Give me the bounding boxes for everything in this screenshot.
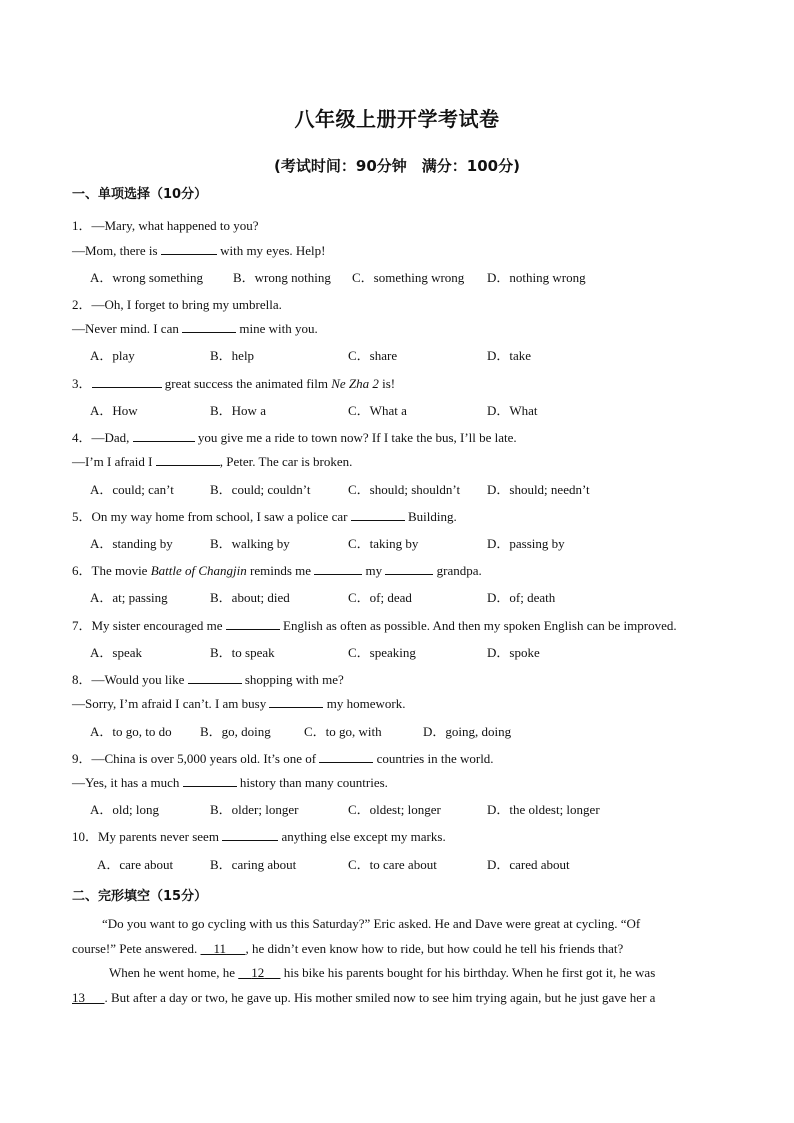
stem-text: countries in the world. [373, 751, 494, 766]
option-a[interactable]: A．to go, to do [90, 724, 172, 739]
question-stem-line [72, 427, 517, 446]
stem-text: —Never mind. I can [72, 321, 183, 336]
answer-options [90, 721, 730, 739]
answer-blank[interactable] [351, 508, 405, 521]
section-heading-cloze: 二、完形填空（15分） [72, 889, 208, 904]
stem-text: reminds me [246, 563, 315, 578]
option-c[interactable]: C．share [348, 348, 398, 363]
answer-blank[interactable] [182, 320, 236, 333]
answer-options [90, 854, 730, 872]
answer-blank[interactable] [222, 828, 278, 841]
option-d[interactable]: D．the oldest; longer [487, 802, 600, 817]
answer-blank[interactable] [183, 774, 237, 787]
option-c[interactable]: C．to go, with [304, 724, 382, 739]
option-d[interactable]: D．nothing wrong [487, 270, 586, 285]
question-stem-line [72, 320, 318, 337]
question-stem-line [72, 669, 344, 688]
stem-text: my homework. [323, 696, 406, 711]
option-b[interactable]: B．help [210, 348, 255, 363]
stem-text: grandpa. [433, 563, 482, 578]
option-d[interactable]: D．What [487, 403, 538, 418]
question-stem-line [72, 774, 388, 791]
question-stem-line [72, 215, 259, 234]
option-a[interactable]: A．wrong something [90, 270, 204, 285]
answer-options [90, 400, 730, 418]
option-c[interactable]: C．taking by [348, 536, 419, 551]
stem-text: 6．The movie [72, 563, 151, 578]
answer-blank[interactable] [188, 671, 242, 684]
answer-blank[interactable] [385, 562, 433, 575]
cloze-blank-12[interactable]: 12 [251, 965, 265, 980]
exam-info: (考试时间：90分钟 满分：100分) [274, 157, 520, 175]
option-a[interactable]: A．care about [97, 857, 174, 872]
option-d[interactable]: D．going, doing [423, 724, 512, 739]
answer-blank[interactable] [314, 562, 362, 575]
option-d[interactable]: D．of; death [487, 590, 556, 605]
answer-blank[interactable] [156, 453, 220, 466]
option-c[interactable]: C．oldest; longer [348, 802, 441, 817]
option-b[interactable]: B．walking by [210, 536, 290, 551]
option-a[interactable]: A．at; passing [90, 590, 168, 605]
stem-text: English as often as possible. And then my spoken English can be improved. [279, 618, 677, 633]
cloze-blank-11[interactable]: 11 [213, 940, 227, 956]
option-a[interactable]: A．could; can’t [90, 482, 174, 497]
question-stem-line [72, 294, 282, 313]
film-title: Ne Zha 2 [331, 376, 379, 391]
stem-text: , Peter. The car is broken. [219, 454, 353, 469]
answer-options [90, 345, 730, 363]
option-b[interactable]: B．to speak [210, 645, 275, 660]
stem-text: is! [378, 376, 396, 391]
question-stem-line [72, 826, 446, 845]
option-b[interactable]: B．about; died [210, 590, 290, 605]
option-b[interactable]: B．wrong nothing [233, 270, 331, 285]
answer-blank[interactable] [226, 617, 280, 630]
option-b[interactable]: B．older; longer [210, 802, 299, 817]
cloze-blank-13[interactable]: 13 [72, 989, 85, 1005]
question-stem-line [72, 373, 395, 392]
stem-text: you give me a ride to town now? If I take the bus, I’ll be late. [194, 430, 517, 445]
question-stem-line [72, 560, 482, 579]
cloze-line: “Do you want to go cycling with us this Saturday?” Eric asked. He and Dave were great at cycling. “Of [102, 916, 641, 931]
answer-blank[interactable] [133, 429, 195, 442]
question-stem-line [72, 506, 457, 525]
cloze-line: 13 . But after a day or two, he gave up. His mother smiled now to see him trying again, but he just gave her a [72, 989, 656, 1005]
stem-text: —Yes, it has a much [72, 775, 183, 790]
stem-text: 4．—Dad, [72, 430, 133, 445]
answer-options [90, 642, 730, 660]
stem-text: mine with you. [236, 321, 318, 336]
answer-blank[interactable] [319, 750, 373, 763]
answer-options [90, 799, 730, 817]
option-a[interactable]: A．How [90, 403, 138, 418]
answer-blank[interactable] [92, 375, 162, 388]
option-b[interactable]: B．How a [210, 403, 266, 418]
option-c[interactable]: C．should; shouldn’t [348, 482, 461, 497]
option-c[interactable]: C．to care about [348, 857, 437, 872]
stem-text: 7．My sister encouraged me [72, 618, 226, 633]
stem-text: —I’m I afraid I [72, 454, 156, 469]
stem-text: shopping with me? [241, 672, 344, 687]
stem-text: 9．—China is over 5,000 years old. It’s one of [72, 751, 320, 766]
answer-blank[interactable] [269, 695, 323, 708]
stem-text: history than many countries. [236, 775, 388, 790]
option-d[interactable]: D．passing by [487, 536, 565, 551]
stem-text: —Sorry, I’m afraid I can’t. I am busy [72, 696, 270, 711]
cloze-line: course!” Pete answered. 11 , he didn’t even know how to ride, but how could he tell his friends that? [72, 940, 624, 956]
option-c[interactable]: C．something wrong [352, 270, 465, 285]
option-d[interactable]: D．spoke [487, 645, 540, 660]
stem-text: Building. [404, 509, 457, 524]
film-title: Battle of Changjin [150, 563, 247, 578]
question-stem-line [72, 695, 405, 712]
option-c[interactable]: C．What a [348, 403, 407, 418]
question-stem-line [72, 453, 352, 470]
stem-text: with my eyes. Help! [216, 243, 326, 258]
option-c[interactable]: C．of; dead [348, 590, 412, 605]
cloze-line: When he went home, he 12 his bike his parents bought for his birthday. When he first got it, he was [109, 965, 656, 980]
question-stem-line [72, 615, 677, 634]
answer-options [90, 479, 730, 497]
option-b[interactable]: B．caring about [210, 857, 297, 872]
stem-text: great success the animated film [161, 376, 332, 391]
stem-text: 5．On my way home from school, I saw a police car [72, 509, 351, 524]
stem-text: anything else except my marks. [278, 829, 446, 844]
answer-blank[interactable] [161, 242, 217, 255]
option-a[interactable]: A．old; long [90, 802, 159, 817]
stem-text: 3． [72, 376, 92, 391]
section-heading-single-choice: 一、单项选择（10分） [72, 187, 208, 202]
option-a[interactable]: A．play [90, 348, 135, 363]
stem-text: 2．—Oh, I forget to bring my umbrella. [72, 297, 282, 312]
answer-options [90, 267, 730, 285]
option-b[interactable]: B．could; couldn’t [210, 482, 311, 497]
option-d[interactable]: D．cared about [487, 857, 570, 872]
option-d[interactable]: D．should; needn’t [487, 482, 590, 497]
answer-options [90, 533, 730, 551]
option-a[interactable]: A．speak [90, 645, 142, 660]
cloze-passage [72, 912, 722, 1010]
answer-options [90, 587, 730, 605]
stem-text: 8．—Would you like [72, 672, 188, 687]
question-stem-line [72, 748, 494, 767]
option-a[interactable]: A．standing by [90, 536, 173, 551]
option-c[interactable]: C．speaking [348, 645, 416, 660]
option-d[interactable]: D．take [487, 348, 532, 363]
page-title: 八年级上册开学考试卷 [294, 107, 500, 131]
option-b[interactable]: B．go, doing [200, 724, 271, 739]
stem-text: 10．My parents never seem [72, 829, 223, 844]
stem-text: 1．—Mary, what happened to you? [72, 218, 259, 233]
stem-text: my [362, 563, 386, 578]
question-stem-line [72, 242, 326, 259]
stem-text: —Mom, there is [72, 243, 161, 258]
